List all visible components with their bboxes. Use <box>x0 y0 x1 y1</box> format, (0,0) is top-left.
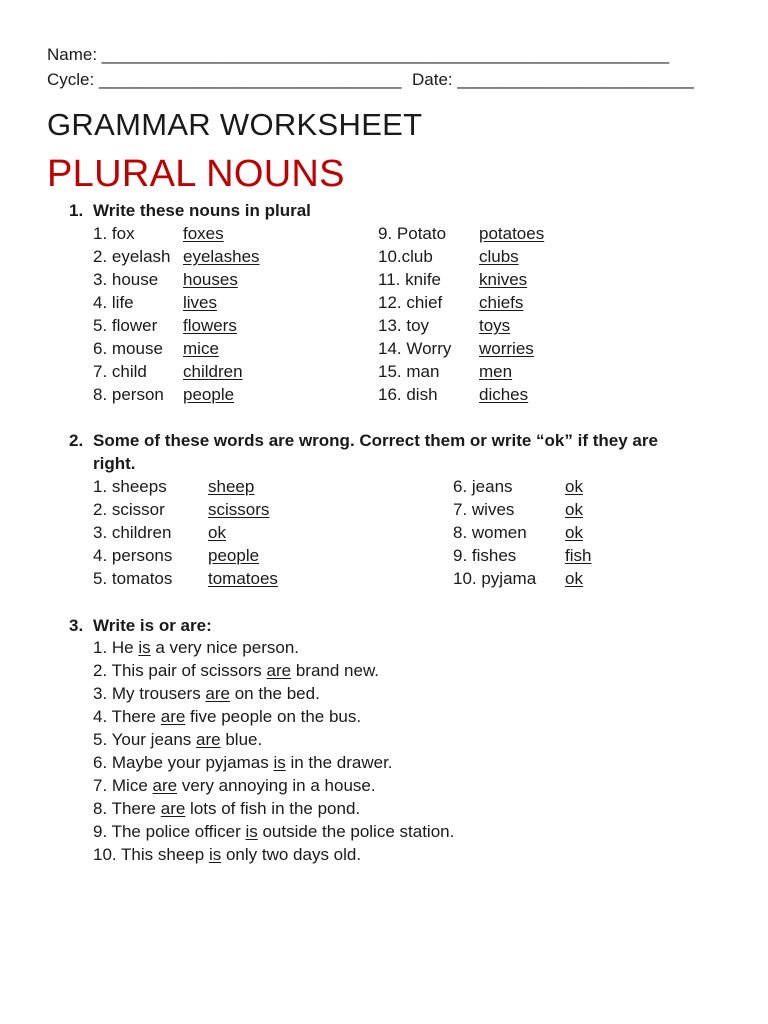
section3-heading: Write is or are: <box>93 616 212 635</box>
section1-right-answer: worries <box>479 339 534 358</box>
sentence-answer: are <box>196 730 221 749</box>
date-label: Date: <box>412 70 458 89</box>
section1-right-answer: diches <box>479 385 529 404</box>
section2-right-word: 6. jeans <box>453 477 513 496</box>
sentence-answer: are <box>160 707 186 726</box>
section2-left-word: 5. tomatos <box>93 569 173 588</box>
sentence-before: 7. Mice <box>93 776 153 795</box>
section2-left-word: 4. persons <box>93 546 173 565</box>
section1-right-answer: potatoes <box>479 224 545 243</box>
section1-right-answer: toys <box>479 316 511 335</box>
section1-right-answer: knives <box>479 270 528 289</box>
name-line <box>47 44 669 66</box>
section1-left-word: 7. child <box>93 362 147 381</box>
sentence-after: five people on the bus. <box>185 707 362 726</box>
section3-sentence <box>93 798 360 820</box>
section1-right-answer: men <box>479 362 513 381</box>
section1-left-answer: foxes <box>183 224 224 243</box>
sentence-after: brand new. <box>291 661 380 680</box>
section2-left-word: 3. children <box>93 523 172 542</box>
section3-sentence <box>93 752 393 774</box>
cycle-blank: ________________________________ <box>98 70 402 89</box>
section1-left-word: 6. mouse <box>93 339 163 358</box>
sentence-after: very annoying in a house. <box>177 776 376 795</box>
name-label: Name: <box>47 45 102 64</box>
sentence-after: on the bed. <box>230 684 320 703</box>
section1-right-word: 16. dish <box>378 385 438 404</box>
section1-right-word: 10.club <box>378 247 433 266</box>
section1-left-answer: mice <box>183 339 219 358</box>
cycle-label: Cycle: <box>47 70 99 89</box>
sentence-before: 5. Your jeans <box>93 730 197 749</box>
sentence-answer: is <box>138 638 151 657</box>
section1-left-word: 5. flower <box>93 316 158 335</box>
section1-left-word: 8. person <box>93 385 164 404</box>
section3-sentence <box>93 821 454 843</box>
section1-right-word: 15. man <box>378 362 440 381</box>
section1-left-word: 4. life <box>93 293 134 312</box>
cycle-line <box>47 69 402 91</box>
section1-right-answer: chiefs <box>479 293 524 312</box>
section1-heading: Write these nouns in plural <box>93 201 311 220</box>
section3-sentence <box>93 775 376 797</box>
section3-sentence <box>93 729 262 751</box>
section1-left-answer: people <box>183 385 235 404</box>
worksheet-title: GRAMMAR WORKSHEET <box>47 107 423 142</box>
section3-sentence <box>93 706 361 728</box>
sentence-before: 1. He <box>93 638 139 657</box>
sentence-answer: are <box>266 661 292 680</box>
section1-left-word: 2. eyelash <box>93 247 171 266</box>
section1-left-word: 1. fox <box>93 224 135 243</box>
sentence-before: 9. The police officer <box>93 822 246 841</box>
section1-right-answer: clubs <box>479 247 519 266</box>
sentence-before: 8. There <box>93 799 161 818</box>
sentence-answer: are <box>205 684 230 703</box>
section3-sentence <box>93 683 320 705</box>
sentence-after: a very nice person. <box>150 638 299 657</box>
sentence-after: blue. <box>220 730 263 749</box>
sentence-before: 4. There <box>93 707 161 726</box>
section2-right-word: 8. women <box>453 523 527 542</box>
section2-right-answer: fish <box>565 546 592 565</box>
section2-right-answer: ok <box>565 569 583 588</box>
section3-sentence <box>93 660 379 682</box>
sentence-after: only two days old. <box>221 845 362 864</box>
section1-left-answer: eyelashes <box>183 247 260 266</box>
section2-right-word: 10. pyjama <box>453 569 537 588</box>
section2-left-answer: ok <box>208 523 226 542</box>
section2-right-answer: ok <box>565 477 583 496</box>
sentence-after: outside the police station. <box>257 822 455 841</box>
section1-left-answer: lives <box>183 293 218 312</box>
sentence-before: 10. This sheep <box>93 845 209 864</box>
section2-left-word: 2. scissor <box>93 500 165 519</box>
section1-left-answer: children <box>183 362 243 381</box>
section2-left-answer: scissors <box>208 500 270 519</box>
section2-heading-line2: right. <box>93 454 136 473</box>
section3-number: 3. <box>69 616 84 635</box>
section2-left-answer: sheep <box>208 477 255 496</box>
section1-right-word: 12. chief <box>378 293 443 312</box>
section2-left-answer: tomatoes <box>208 569 278 588</box>
worksheet-subtitle: PLURAL NOUNS <box>47 153 345 195</box>
sentence-answer: are <box>152 776 178 795</box>
section1-number: 1. <box>69 201 84 220</box>
section1-right-word: 9. Potato <box>378 224 447 243</box>
section1-left-answer: flowers <box>183 316 237 335</box>
section2-right-answer: ok <box>565 523 583 542</box>
sentence-before: 3. My trousers <box>93 684 206 703</box>
section1-right-word: 14. Worry <box>378 339 452 358</box>
section1-right-word: 13. toy <box>378 316 430 335</box>
sentence-answer: is <box>245 822 258 841</box>
section2-right-answer: ok <box>565 500 583 519</box>
sentence-answer: is <box>273 753 286 772</box>
section3-sentence <box>93 637 299 659</box>
section2-right-word: 7. wives <box>453 500 515 519</box>
sentence-after: lots of fish in the pond. <box>185 799 361 818</box>
section1-left-answer: houses <box>183 270 238 289</box>
section2-heading-line1: Some of these words are wrong. Correct them or write “ok” if they are <box>93 431 658 450</box>
date-line <box>412 69 694 91</box>
sentence-after: in the drawer. <box>285 753 393 772</box>
sentence-before: 2. This pair of scissors <box>93 661 267 680</box>
section2-number: 2. <box>69 431 84 450</box>
section3-sentence <box>93 844 361 866</box>
section1-right-word: 11. knife <box>378 270 442 289</box>
date-blank: _________________________ <box>457 70 694 89</box>
section2-left-answer: people <box>208 546 260 565</box>
name-blank: ____________________________________________________________ <box>101 45 670 64</box>
sentence-answer: are <box>160 799 186 818</box>
sentence-before: 6. Maybe your pyjamas <box>93 753 274 772</box>
section1-left-word: 3. house <box>93 270 159 289</box>
section2-left-word: 1. sheeps <box>93 477 167 496</box>
section2-right-word: 9. fishes <box>453 546 517 565</box>
sentence-answer: is <box>208 845 222 864</box>
